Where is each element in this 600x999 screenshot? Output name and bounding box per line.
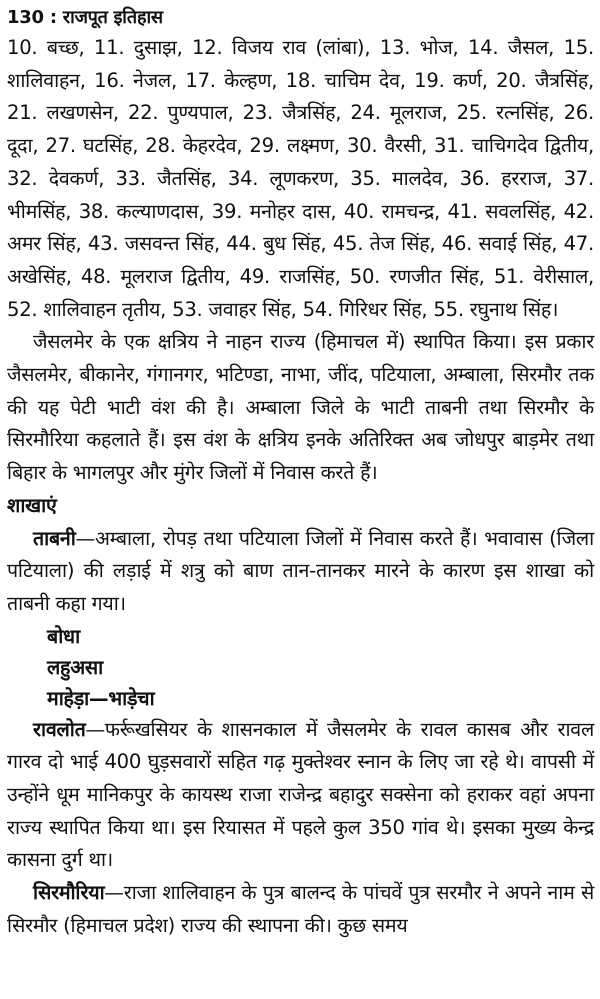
jaisalmer-paragraph: जैसलमेर के एक क्षत्रिय ने नाहन राज्य (हिमाचल में) स्थापित किया। इस प्रकार जैसलमेर, बीकानेर, गंगानगर, भटिण्डा, नाभा, जींद, पटियाला, अम्बाला, सिरमौर तक की यह पेटी भाटी वंश की है। अम्बाला जिले के भाटी ताबनी तथा सिरमौर के सिरमौरिया कहलाते हैं। इस वंश के क्षत्रिय इनके अतिरिक्त अब जोधपुर बाड़मेर तथा बिहार के भागलपुर और मुंगेर जिलों में निवास करते हैं। bbox=[7, 330, 594, 485]
rawalot-term: रावलोत bbox=[33, 717, 86, 741]
rawalot-paragraph bbox=[7, 714, 594, 878]
ruler-list-paragraph: 10. बच्छ, 11. दुसाझ, 12. विजय राव (लांबा), 13. भोज, 14. जैसल, 15. शालिवाहन, 16. नेजल, 17. केल्हण, 18. चाचिम देव, 19. कर्ण, 20. जैत्रसिंह, 21. लखणसेन, 22. पुण्यपाल, 23. जैत्रसिंह, 24. मूलराज, 25. रत्नसिंह, 26. दूदा, 27. घटसिंह, 28. केहरदेव, 29. लक्ष्मण, 30. वैरसी, 31. चाचिगदेव द्वितीय, 32. देवकर्ण, 33. जैतसिंह, 34. लूणकरण, 35. मालदेव, 36. हरराज, 37. भीमसिंह, 38. कल्याणदास, 39. मनोहर दास, 40. रामचन्द्र, 41. सवलसिंह, 42. अमर सिंह, 43. जसवन्त सिंह, 44. बुध सिंह, 45. तेज सिंह, 46. सवाई सिंह, 47. अखेसिंह, 48. मूलराज द्वितीय, 49. राजसिंह, 50. रणजीत सिंह, 51. वेरीसाल, 52. शालिवाहन तृतीय, 53. जवाहर सिंह, 54. गिरिधर सिंह, 55. रघुनाथ सिंह। bbox=[7, 36, 594, 321]
rawalot-text: —फर्रूखसियर के शासनकाल में जैसलमेर के रावल कासब और रावल गारव दो भाई 400 घुड़सवारों सहित गढ़ मुक्तेश्वर स्नान के लिए जा रहे थे। वापसी में उन्होंने धूम मानिकपुर के कायस्थ राजा राजेन्द्र बहादुर सक्सेना को हराकर वहां अपना राज्य स्थापित किया था। इस रियासत में पहले कुल 350 गांव थे। इसका मुख्य केन्द्र कासना दुर्ग था। bbox=[7, 717, 594, 872]
branch-bodha: बोधा bbox=[47, 624, 80, 648]
sirmauriya-paragraph bbox=[7, 877, 594, 942]
tabani-paragraph bbox=[7, 523, 594, 621]
branch-maheda-bhadecha: माहेड़ा—भाड़ेचा bbox=[47, 686, 155, 710]
sirmauriya-term: सिरमौरिया bbox=[33, 881, 105, 905]
section-heading-branches: शाखाएं bbox=[7, 493, 57, 517]
branch-lahuasa: लहुअसा bbox=[47, 655, 103, 679]
sirmauriya-text: —राजा शालिवाहन के पुत्र बालन्द के पांचवें पुत्र सरमौर ने अपने नाम से सिरमौर (हिमाचल प्रदेश) राज्य की स्थापना की। कुछ समय bbox=[7, 881, 594, 937]
tabani-text: —अम्बाला, रोपड़ तथा पटियाला जिलों में निवास करते हैं। भवावास (जिला पटियाला) की लड़ाई में शत्रु को बाण तान-तानकर मारने के कारण इस शाखा को ताबनी कहा गया। bbox=[7, 526, 594, 615]
page-header: 130 : राजपूत इतिहास bbox=[7, 7, 163, 28]
tabani-term: ताबनी bbox=[33, 526, 76, 550]
